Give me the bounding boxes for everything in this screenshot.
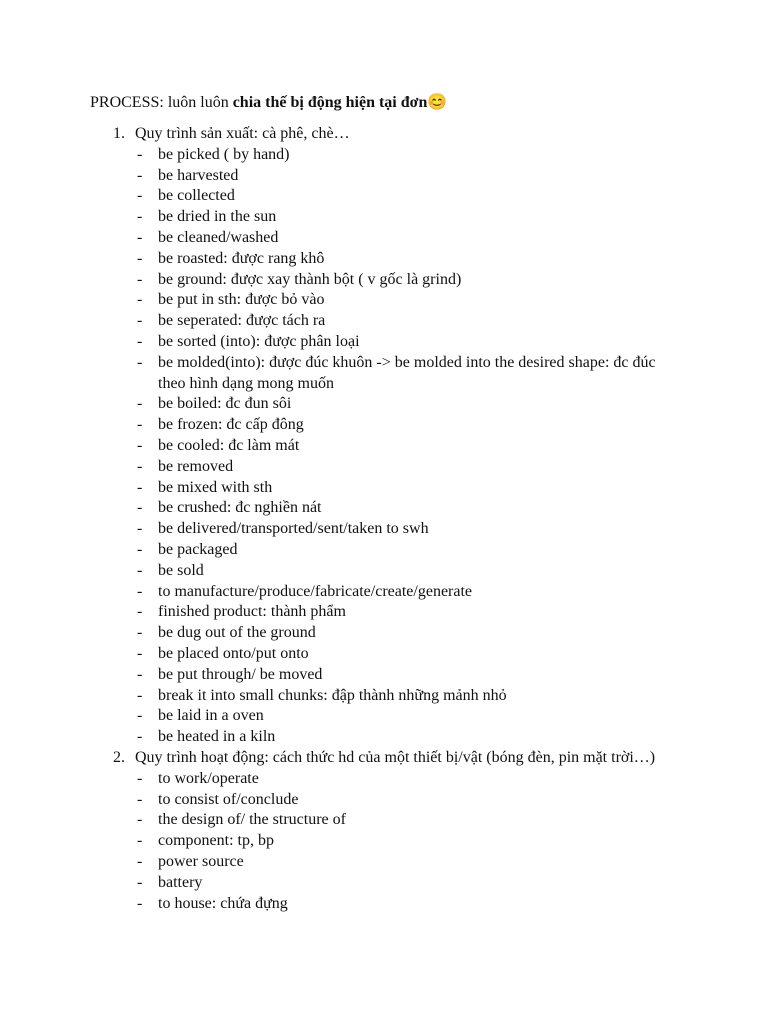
list-item-text: be seperated: được tách ra <box>158 312 326 330</box>
section-number: 2. <box>113 749 125 766</box>
list-item <box>0 644 768 665</box>
bullet-dash: - <box>137 852 143 870</box>
vocab-list <box>0 145 768 748</box>
bullet-dash: - <box>137 395 143 413</box>
bullet-dash: - <box>137 166 143 184</box>
list-item <box>0 561 768 582</box>
list-item <box>0 457 768 478</box>
list-item-text: be mixed with sth <box>158 478 273 496</box>
list-item <box>0 831 768 852</box>
list-item-text: break it into small chunks: đập thành những mảnh nhỏ <box>158 686 507 704</box>
list-item <box>0 873 768 894</box>
list-item <box>0 270 768 291</box>
list-item <box>0 519 768 540</box>
section-number: 1. <box>113 125 125 142</box>
bullet-dash: - <box>137 811 143 829</box>
document-heading <box>90 93 447 113</box>
list-item <box>0 582 768 603</box>
list-item <box>0 394 768 415</box>
list-item <box>0 665 768 686</box>
bullet-dash: - <box>137 145 143 163</box>
bullet-dash: - <box>137 894 143 912</box>
bullet-dash: - <box>137 769 143 787</box>
list-item-text: be harvested <box>158 166 239 184</box>
list-item-text: be ground: được xay thành bột ( v gốc là grind) <box>158 270 462 288</box>
bullet-dash: - <box>137 332 143 350</box>
list-item-text: be laid in a oven <box>158 707 264 725</box>
list-item <box>0 894 768 915</box>
section-title: Quy trình sản xuất: cà phê, chè… <box>135 125 350 142</box>
bullet-dash: - <box>137 270 143 288</box>
list-item <box>0 540 768 561</box>
list-item-text: be removed <box>158 457 234 475</box>
bullet-dash: - <box>137 728 143 746</box>
bullet-dash: - <box>137 707 143 725</box>
list-item <box>0 686 768 707</box>
list-item <box>0 353 768 395</box>
list-item-text: to manufacture/produce/fabricate/create/generate <box>158 582 473 600</box>
section-title-row <box>0 124 768 145</box>
heading-prefix: PROCESS: luôn luôn <box>90 94 233 111</box>
bullet-dash: - <box>137 353 143 371</box>
list-item-text: be sold <box>158 561 204 579</box>
bullet-dash: - <box>137 873 143 891</box>
section-title-row <box>0 748 768 769</box>
bullet-dash: - <box>137 790 143 808</box>
list-item-text: battery <box>158 873 203 891</box>
list-item-text: the design of/ the structure of <box>158 811 346 829</box>
list-item <box>0 290 768 311</box>
list-item <box>0 623 768 644</box>
list-item-text: be placed onto/put onto <box>158 644 309 662</box>
list-item <box>0 602 768 623</box>
bullet-dash: - <box>137 520 143 538</box>
list-item-text: to consist of/conclude <box>158 790 299 808</box>
bullet-dash: - <box>137 603 143 621</box>
list-item <box>0 228 768 249</box>
bullet-dash: - <box>137 249 143 267</box>
list-item-text: power source <box>158 852 244 870</box>
list-item <box>0 436 768 457</box>
list-item-text: be collected <box>158 187 235 205</box>
bullet-dash: - <box>137 561 143 579</box>
vocab-list <box>0 769 768 915</box>
bullet-dash: - <box>137 644 143 662</box>
list-item-text: be put through/ be moved <box>158 665 323 683</box>
list-item-text: be picked ( by hand) <box>158 145 290 163</box>
bullet-dash: - <box>137 457 143 475</box>
bullet-dash: - <box>137 665 143 683</box>
list-item-text: be heated in a kiln <box>158 728 276 746</box>
bullet-dash: - <box>137 416 143 434</box>
list-item-text: be packaged <box>158 540 238 558</box>
list-item-text: be dug out of the ground <box>158 624 316 642</box>
bullet-dash: - <box>137 540 143 558</box>
list-item <box>0 415 768 436</box>
list-item <box>0 249 768 270</box>
list-item-text: component: tp, bp <box>158 832 274 850</box>
section-title: Quy trình hoạt động: cách thức hd của một thiết bị/vật (bóng đèn, pin mặt trời…) <box>135 749 656 766</box>
smile-emoji-icon: 😊 <box>427 94 448 111</box>
bullet-dash: - <box>137 832 143 850</box>
list-item <box>0 790 768 811</box>
list-item-text: be roasted: được rang khô <box>158 249 325 267</box>
list-item-text: be dried in the sun <box>158 208 277 226</box>
list-item-text: be put in sth: được bỏ vào <box>158 291 325 309</box>
list-item-text: to work/operate <box>158 769 259 787</box>
list-item <box>0 332 768 353</box>
bullet-dash: - <box>137 686 143 704</box>
list-item <box>0 810 768 831</box>
section-operation-process <box>0 748 768 914</box>
list-item-text: be molded(into): được đúc khuôn -> be molded into the desired shape: đc đúc theo hình dạng mong muốn <box>158 353 656 392</box>
bullet-dash: - <box>137 624 143 642</box>
bullet-dash: - <box>137 291 143 309</box>
bullet-dash: - <box>137 208 143 226</box>
list-item-text: be boiled: đc đun sôi <box>158 395 292 413</box>
section-production-process <box>0 124 768 748</box>
list-item <box>0 186 768 207</box>
list-item <box>0 207 768 228</box>
bullet-dash: - <box>137 228 143 246</box>
list-item-text: be frozen: đc cấp đông <box>158 416 304 434</box>
list-item-text: finished product: thành phẩm <box>158 603 346 621</box>
list-item <box>0 852 768 873</box>
bullet-dash: - <box>137 582 143 600</box>
list-item-text: be delivered/transported/sent/taken to swh <box>158 520 429 538</box>
list-item <box>0 166 768 187</box>
list-item <box>0 706 768 727</box>
bullet-dash: - <box>137 187 143 205</box>
bullet-dash: - <box>137 499 143 517</box>
bullet-dash: - <box>137 478 143 496</box>
list-item-text: to house: chứa đựng <box>158 894 288 912</box>
list-item <box>0 498 768 519</box>
list-item <box>0 727 768 748</box>
heading-bold-text: chia thế bị động hiện tại đơn <box>232 94 428 111</box>
list-item-text: be cleaned/washed <box>158 228 279 246</box>
list-item <box>0 311 768 332</box>
list-item <box>0 145 768 166</box>
list-item <box>0 769 768 790</box>
list-item-text: be cooled: đc làm mát <box>158 436 300 454</box>
list-item-text: be crushed: đc nghiền nát <box>158 499 322 517</box>
bullet-dash: - <box>137 312 143 330</box>
list-item-text: be sorted (into): được phân loại <box>158 332 360 350</box>
list-item <box>0 478 768 499</box>
bullet-dash: - <box>137 436 143 454</box>
